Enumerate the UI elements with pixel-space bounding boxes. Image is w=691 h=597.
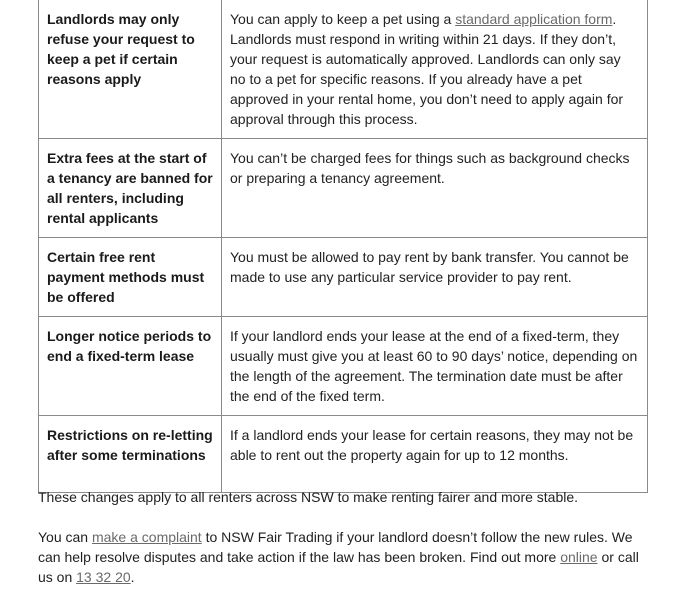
table-row bbox=[39, 317, 648, 416]
phone-number-link[interactable]: 13 32 20 bbox=[76, 569, 131, 585]
contact-text: You can bbox=[38, 529, 92, 545]
row-description: You can’t be charged fees for things such as background checks or preparing a tenancy agreement. bbox=[222, 139, 648, 238]
summary-paragraph: These changes apply to all renters across NSW to make renting fairer and more stable. bbox=[38, 489, 579, 505]
table-row bbox=[39, 238, 648, 317]
make-a-complaint-link[interactable]: make a complaint bbox=[91, 529, 202, 545]
table-row bbox=[39, 416, 648, 493]
table-row bbox=[39, 0, 648, 139]
row-description-text: . Landlords must respond in writing within 21 days. If they don’t, your request is automatically approved. Landlords can only say no to a pet for specific reasons. If you already have a pet approved in your rental home, you don’t need to apply again for approval through this process. bbox=[230, 11, 624, 127]
contact-text: or call us on bbox=[38, 549, 639, 585]
table-row bbox=[39, 139, 648, 238]
content-area bbox=[38, 0, 648, 585]
rental-changes-table bbox=[38, 0, 648, 493]
contact-text: to NSW Fair Trading if your landlord doesn’t follow the new rules. We can help resolve disputes and take action if the law has been broken. Find out more bbox=[38, 529, 633, 565]
row-heading: Longer notice periods to end a fixed-term lease bbox=[39, 317, 222, 416]
row-description: If your landlord ends your lease at the end of a fixed-term, they usually must give you at least 60 to 90 days’ notice, depending on the length of the agreement. The termination date must be after the end of the fixed term. bbox=[222, 317, 648, 416]
row-heading: Landlords may only refuse your request to keep a pet if certain reasons apply bbox=[39, 0, 222, 139]
online-link[interactable]: online bbox=[560, 549, 598, 565]
row-heading: Extra fees at the start of a tenancy are banned for all renters, including rental applicants bbox=[39, 139, 222, 238]
row-description-text: You can apply to keep a pet using a bbox=[230, 11, 456, 27]
row-description: If a landlord ends your lease for certain reasons, they may not be able to rent out the property again for up to 12 months. bbox=[222, 416, 648, 493]
row-description bbox=[222, 0, 648, 139]
contact-paragraph bbox=[38, 527, 648, 587]
row-heading: Restrictions on re-letting after some terminations bbox=[39, 416, 222, 493]
contact-text: . bbox=[130, 569, 135, 585]
row-description: You must be allowed to pay rent by bank transfer. You cannot be made to use any particular service provider to pay rent. bbox=[222, 238, 648, 317]
row-heading: Certain free rent payment methods must be offered bbox=[39, 238, 222, 317]
standard-application-form-link[interactable]: standard application form bbox=[455, 11, 613, 27]
